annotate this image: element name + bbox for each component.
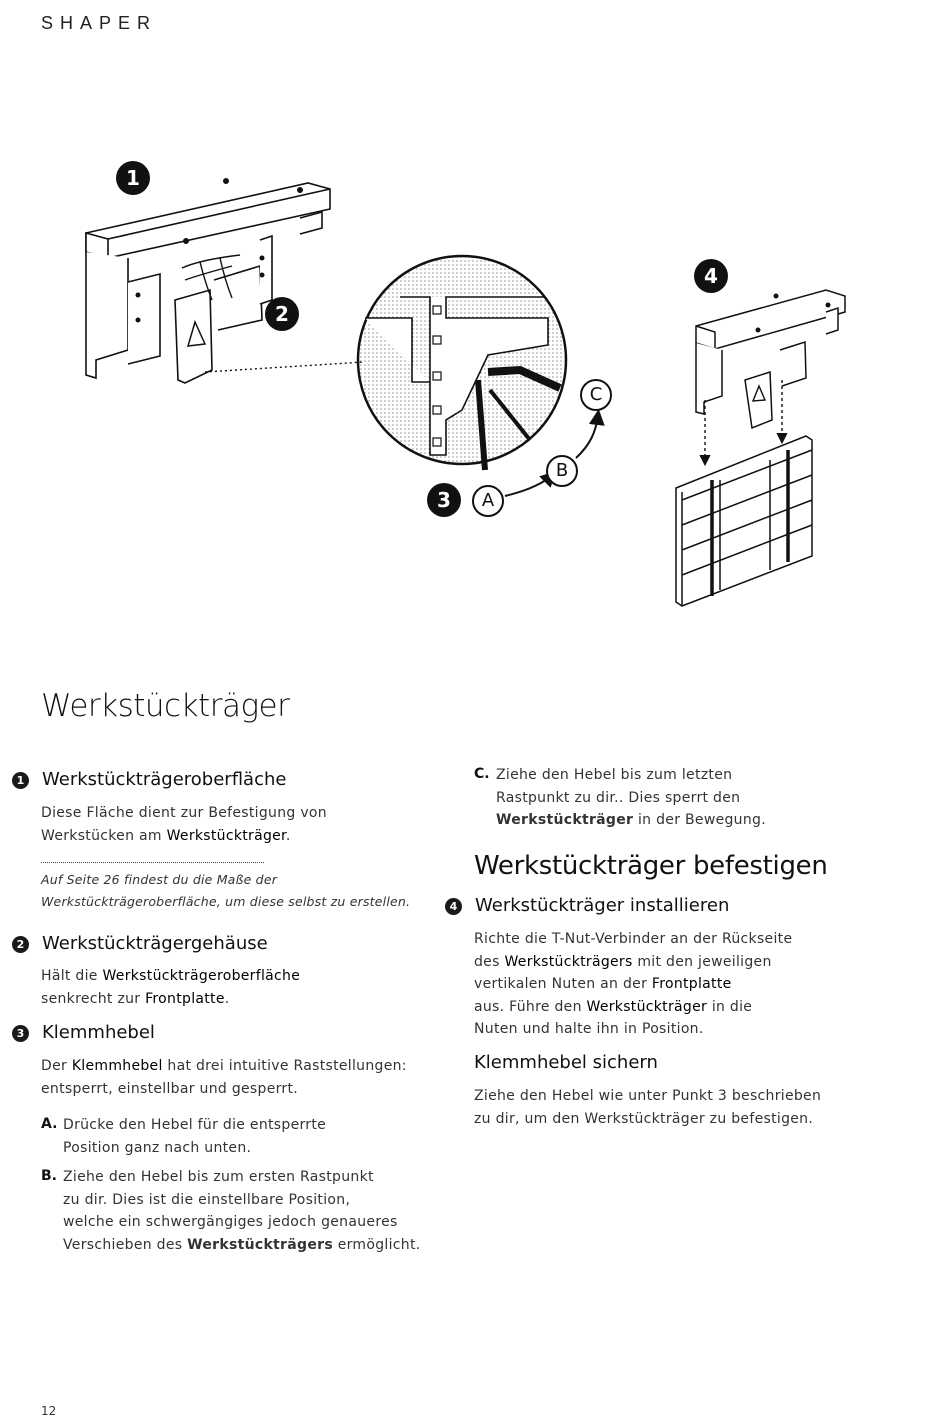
item-2-heading: Werkstückträgergehäuse	[42, 933, 268, 954]
item-2-number: 2	[12, 936, 29, 953]
item-2-body: Hält die Werkstückträgeroberfläche senkrecht zur Frontplatte.	[41, 968, 301, 1007]
step-c-text: Ziehe den Hebel bis zum letzten Rastpunkt zu dir.. Dies sperrt den Werkstückträger in der Bewegung.	[496, 767, 766, 828]
lever-position-a: A	[472, 485, 504, 517]
callout-2: 2	[265, 297, 299, 331]
holder-drawing-left	[86, 183, 330, 383]
item-3-body: Der Klemmhebel hat drei intuitive Raststellungen: entsperrt, einstellbar und gesperrt.	[41, 1058, 407, 1097]
lever-position-c: C	[580, 379, 612, 411]
front-plate-drawing	[676, 436, 812, 606]
item-3-number: 3	[12, 1025, 29, 1042]
step-a-text: Drücke den Hebel für die entsperrte Position ganz nach unten.	[63, 1117, 327, 1156]
step-a-label: A.	[41, 1116, 58, 1132]
step-c-label: C.	[474, 766, 490, 782]
lever-position-b: B	[546, 455, 578, 487]
step-b-label: B.	[41, 1168, 57, 1184]
note-divider	[41, 862, 264, 863]
mount-section-title: Werkstückträger befestigen	[474, 851, 828, 881]
item-4-number: 4	[445, 898, 462, 915]
secure-body: Ziehe den Hebel wie unter Punkt 3 beschrieben zu dir, um den Werkstückträger zu befestigen.	[474, 1088, 822, 1127]
callout-1: 1	[116, 161, 150, 195]
item-1-body: Diese Fläche dient zur Befestigung von Werkstücken am Werkstückträger.	[41, 805, 327, 844]
item-1-heading: Werkstückträgeroberfläche	[42, 769, 287, 790]
brand-logo: SHAPER	[41, 13, 158, 33]
callout-3: 3	[427, 483, 461, 517]
item-1-note: Auf Seite 26 findest du die Maße der Werkstückträgeroberfläche, um diese selbst zu erstellen.	[41, 872, 411, 909]
holder-drawing-right	[696, 290, 845, 428]
page-number: 12	[41, 1404, 57, 1418]
zoom-detail-circle	[358, 256, 566, 470]
item-3-heading: Klemmhebel	[42, 1022, 155, 1043]
section-title: Werkstückträger	[41, 688, 290, 724]
step-b-text: Ziehe den Hebel bis zum ersten Rastpunkt zu dir. Dies ist die einstellbare Position, welche ein schwergängiges jedoch genaueres Verschieben des Werkstückträgers ermöglicht.	[63, 1169, 421, 1253]
item-4-heading: Werkstückträger installieren	[475, 895, 730, 916]
item-4-body: Richte die T-Nut-Verbinder an der Rückseite des Werkstückträgers mit den jeweiligen vertikalen Nuten an der Frontplatte aus. Führe den Werkstückträger in die Nuten und halte ihn in Position.	[474, 931, 793, 1037]
secure-heading: Klemmhebel sichern	[474, 1052, 658, 1073]
workpiece-holder-illustration	[0, 140, 950, 620]
item-1-number: 1	[12, 772, 29, 789]
term-werkstuecktraeger: Werkstückträger	[166, 827, 286, 844]
callout-4: 4	[694, 259, 728, 293]
